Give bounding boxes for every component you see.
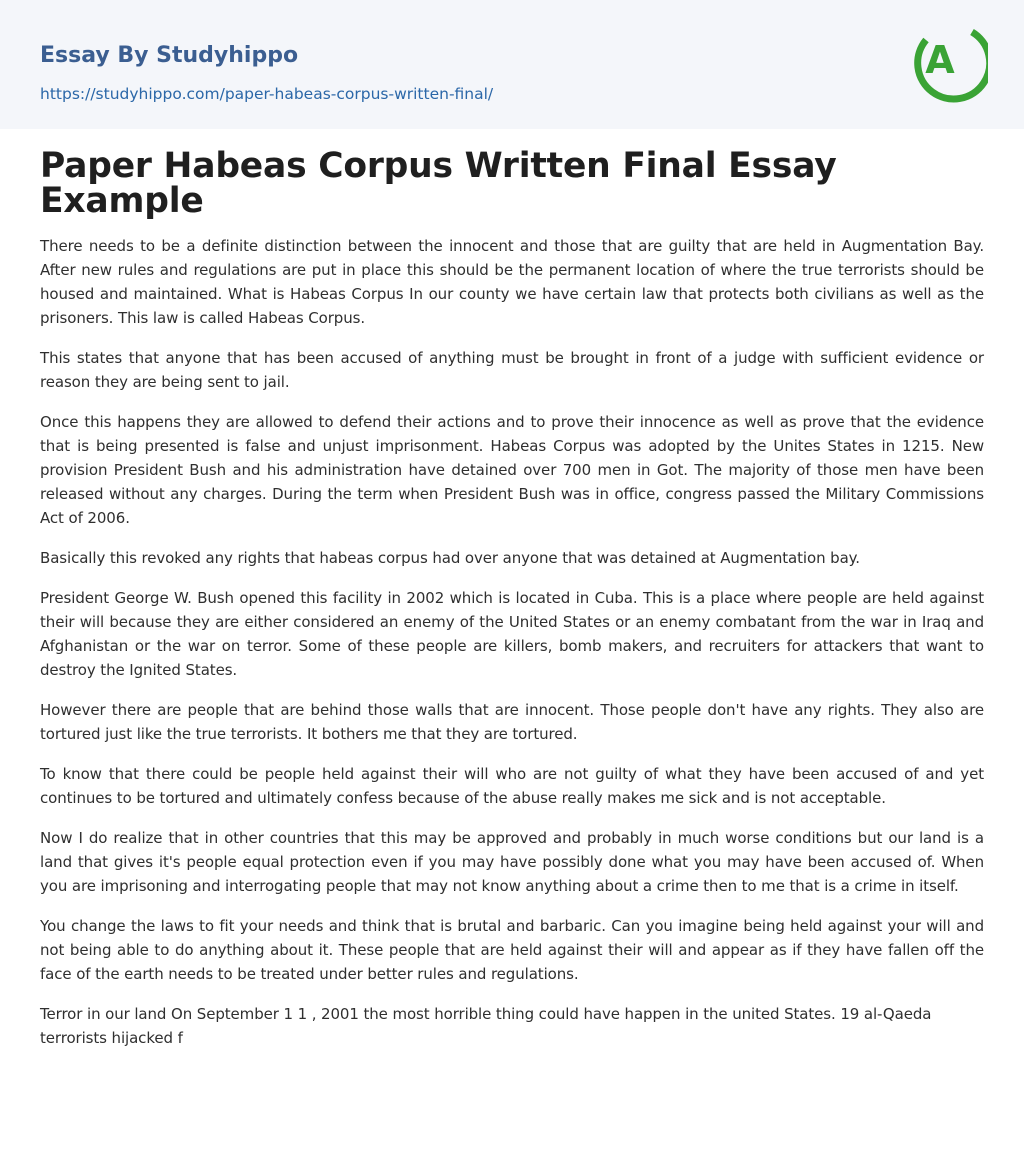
logo-letter: A: [925, 38, 955, 82]
essay-body: [40, 234, 984, 1066]
essay-paragraph: However there are people that are behind those walls that are innocent. Those people don't have any rights. They also are tortured just like the true terrorists. It bothers me that they are tortured.: [40, 701, 984, 743]
essay-paragraph: There needs to be a definite distinction between the innocent and those that are guilty that are held in Augmentation Bay. After new rules and regulations are put in place this should be the permanent location of where the true terrorists should be housed and maintained. What is Habeas Corpus In our county we have certain law that protects both civilians as well as the prisoners. This law is called Habeas Corpus.: [40, 237, 984, 327]
essay-paragraph: Now I do realize that in other countries that this may be approved and probably in much worse conditions but our land is a land that gives it's people equal protection even if you may have possibly done what you may have been accused of. When you are imprisoning and interrogating people that may not know anything about a crime then to me that is a crime in itself.: [40, 829, 984, 895]
essay-paragraph: President George W. Bush opened this facility in 2002 which is located in Cuba. This is a place where people are held against their will because they are either considered an enemy of the United States or an enemy combatant from the war in Iraq and Afghanistan or the war on terror. Some of these people are killers, bomb makers, and recruiters for attackers that want to destroy the Ignited States.: [40, 589, 984, 679]
source-url-link[interactable]: https://studyhippo.com/paper-habeas-corpus-written-final/: [40, 85, 494, 103]
essay-paragraph: This states that anyone that has been accused of anything must be brought in front of a judge with sufficient evidence or reason they are being sent to jail.: [40, 349, 984, 391]
essay-paragraph: Once this happens they are allowed to defend their actions and to prove their innocence as well as prove that the evidence that is being presented is false and unjust imprisonment. Habeas Corpus was adopted by the Unites States in 1215. New provision President Bush and his administration have detained over 700 men in Got. The majority of those men have been released without any charges. During the term when President Bush was in office, congress passed the Military Commissions Act of 2006.: [40, 413, 984, 527]
essay-paragraph: You change the laws to fit your needs and think that is brutal and barbaric. Can you imagine being held against your will and not being able to do anything about it. These people that are held against their will and appear as if they have fallen off the face of the earth needs to be treated under better rules and regulations.: [40, 917, 984, 983]
page-title: Paper Habeas Corpus Written Final Essay Example: [40, 146, 837, 221]
essay-paragraph: To know that there could be people held against their will who are not guilty of what they have been accused of and yet continues to be tortured and ultimately confess because of the abuse really makes me sick and is not acceptable.: [40, 765, 984, 807]
site-brand[interactable]: Essay By Studyhippo: [40, 43, 299, 68]
essay-paragraph: Basically this revoked any rights that habeas corpus had over anyone that was detained at Augmentation bay.: [40, 549, 860, 567]
essay-paragraph: Terror in our land On September 1 1 , 2001 the most horrible thing could have happen in the united States. 19 al-Qaeda terrorists hijacked f: [40, 1005, 932, 1047]
